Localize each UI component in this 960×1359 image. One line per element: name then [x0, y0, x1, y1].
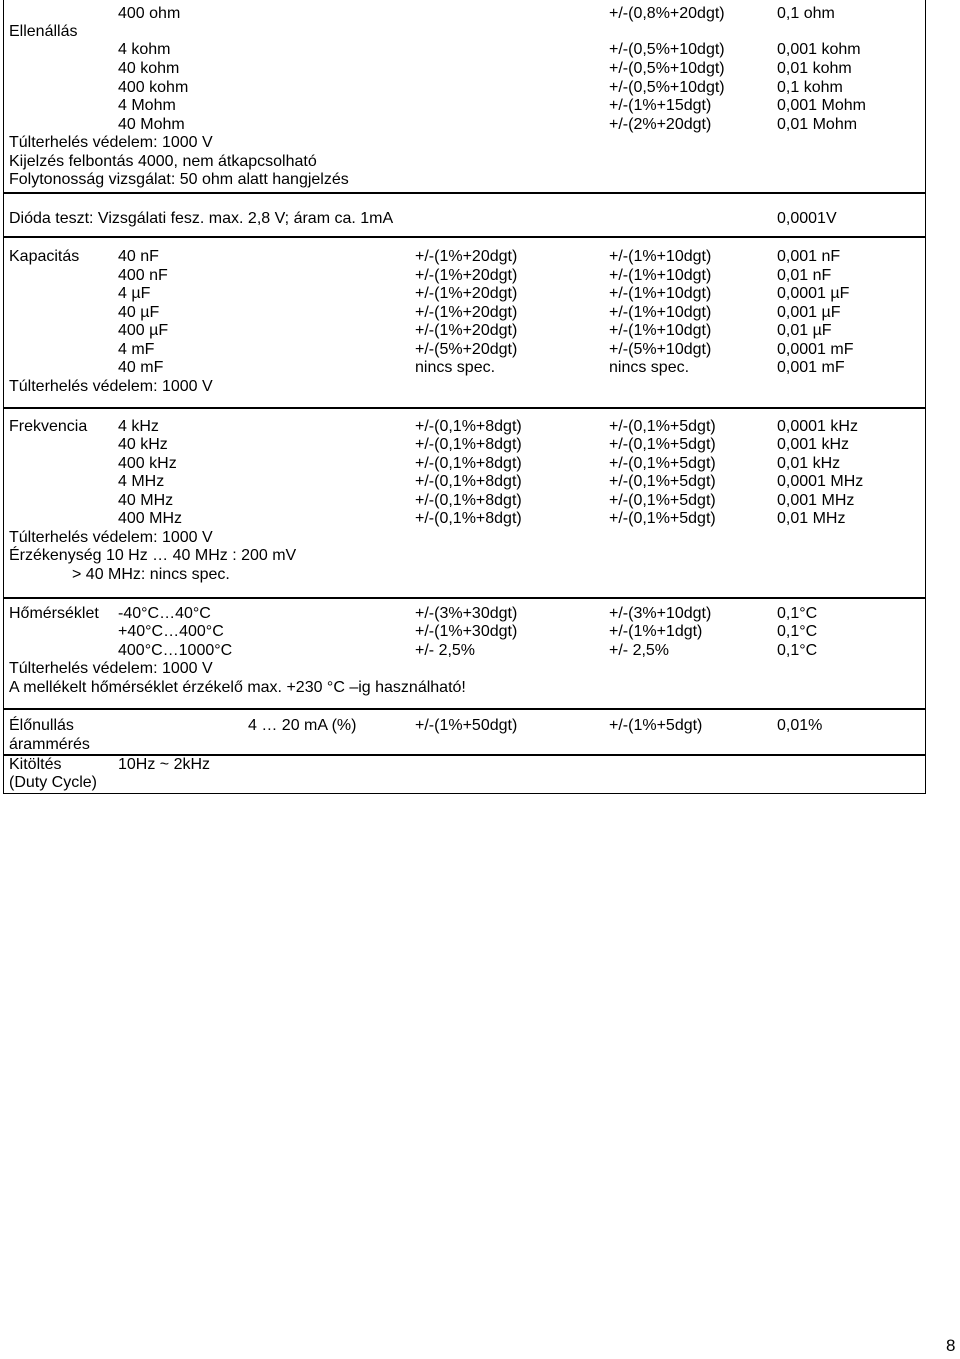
resistance-row-3-resolution: 0,1 kohm [777, 79, 843, 96]
resistance-row-1-accuracy: +/-(0,5%+10dgt) [609, 41, 725, 58]
resistance-row-5-resolution: 0,01 Mohm [777, 116, 858, 133]
capacitance-row-1-range: 400 nF [118, 267, 168, 284]
temperature-row-0-resolution: 0,1°C [777, 605, 818, 622]
resistance-spec-box [3, 0, 926, 193]
resistance-row-0-resolution: 0,1 ohm [777, 5, 835, 22]
capacitance-row-4-accuracy-a: +/-(1%+20dgt) [415, 322, 518, 339]
frequency-row-2-accuracy-b: +/-(0,1%+5dgt) [609, 455, 716, 472]
frequency-row-4-accuracy-a: +/-(0,1%+8dgt) [415, 492, 522, 509]
capacitance-row-3-resolution: 0,001 µF [777, 304, 841, 321]
duty-cycle-spec-box [3, 754, 926, 794]
frequency-row-3-resolution: 0,0001 MHz [777, 473, 864, 490]
live-zero-resolution: 0,01% [777, 717, 823, 734]
temperature-row-1-accuracy-a: +/-(1%+30dgt) [415, 623, 518, 640]
frequency-row-2-resolution: 0,01 kHz [777, 455, 841, 472]
capacitance-row-6-range: 40 mF [118, 359, 164, 376]
frequency-row-0-accuracy-a: +/-(0,1%+8dgt) [415, 418, 522, 435]
resistance-note-continuity: Folytonosság vizsgálat: 50 ohm alatt hangjelzés [9, 171, 349, 188]
capacitance-row-2-accuracy-b: +/-(1%+10dgt) [609, 285, 712, 302]
frequency-row-1-accuracy-b: +/-(0,1%+5dgt) [609, 436, 716, 453]
resistance-row-4-resolution: 0,001 Mohm [777, 97, 866, 114]
capacitance-note-overload: Túlterhelés védelem: 1000 V [9, 378, 213, 395]
capacitance-row-4-range: 400 µF [118, 322, 169, 339]
page-number: 8 [946, 1336, 956, 1355]
frequency-row-3-accuracy-a: +/-(0,1%+8dgt) [415, 473, 522, 490]
capacitance-row-3-accuracy-b: +/-(1%+10dgt) [609, 304, 712, 321]
capacitance-row-0-accuracy-a: +/-(1%+20dgt) [415, 248, 518, 265]
frequency-row-3-accuracy-b: +/-(0,1%+5dgt) [609, 473, 716, 490]
resistance-note-overload: Túlterhelés védelem: 1000 V [9, 134, 213, 151]
temperature-note-overload: Túlterhelés védelem: 1000 V [9, 660, 213, 677]
frequency-row-5-accuracy-b: +/-(0,1%+5dgt) [609, 510, 716, 527]
frequency-row-0-resolution: 0,0001 kHz [777, 418, 858, 435]
temperature-row-0-accuracy-a: +/-(3%+30dgt) [415, 605, 518, 622]
live-zero-spec-box [3, 708, 926, 756]
capacitance-row-4-resolution: 0,01 µF [777, 322, 832, 339]
resistance-row-4-range: 4 Mohm [118, 97, 176, 114]
frequency-row-4-range: 40 MHz [118, 492, 174, 509]
resistance-row-4-accuracy: +/-(1%+15dgt) [609, 97, 712, 114]
frequency-note-sensitivity: Érzékenység 10 Hz … 40 MHz : 200 mV [9, 547, 297, 564]
capacitance-row-2-accuracy-a: +/-(1%+20dgt) [415, 285, 518, 302]
capacitance-row-1-accuracy-a: +/-(1%+20dgt) [415, 267, 518, 284]
capacitance-row-1-resolution: 0,01 nF [777, 267, 832, 284]
live-zero-label-line2: árammérés [9, 736, 90, 753]
frequency-note-overload: Túlterhelés védelem: 1000 V [9, 529, 213, 546]
frequency-row-5-range: 400 MHz [118, 510, 183, 527]
frequency-row-1-range: 40 kHz [118, 436, 168, 453]
resistance-row-3-accuracy: +/-(0,5%+10dgt) [609, 79, 725, 96]
frequency-note-above-40mhz: > 40 MHz: nincs spec. [72, 566, 230, 583]
temperature-spec-box [3, 597, 926, 710]
capacitance-row-1-accuracy-b: +/-(1%+10dgt) [609, 267, 712, 284]
resistance-note-display: Kijelzés felbontás 4000, nem átkapcsolható [9, 153, 317, 170]
frequency-spec-box [3, 407, 926, 599]
live-zero-accuracy-a: +/-(1%+50dgt) [415, 717, 518, 734]
capacitance-row-5-range: 4 mF [118, 341, 155, 358]
diode-test-text: Dióda teszt: Vizsgálati fesz. max. 2,8 V; áram ca. 1mA [9, 210, 394, 227]
capacitance-row-6-accuracy-b: nincs spec. [609, 359, 690, 376]
resistance-row-1-range: 4 kohm [118, 41, 171, 58]
temperature-row-0-range: -40°C…40°C [118, 605, 211, 622]
diode-resolution: 0,0001V [777, 210, 837, 227]
capacitance-spec-box [3, 236, 926, 409]
frequency-row-2-accuracy-a: +/-(0,1%+8dgt) [415, 455, 522, 472]
temperature-label: Hőmérséklet [9, 605, 99, 622]
duty-cycle-range: 10Hz ~ 2kHz [118, 756, 211, 773]
frequency-row-1-accuracy-a: +/-(0,1%+8dgt) [415, 436, 522, 453]
capacitance-row-4-accuracy-b: +/-(1%+10dgt) [609, 322, 712, 339]
diode-spec-box [3, 193, 926, 238]
resistance-label: Ellenállás [9, 23, 78, 40]
live-zero-accuracy-b: +/-(1%+5dgt) [609, 717, 703, 734]
capacitance-row-5-resolution: 0,0001 mF [777, 341, 854, 358]
capacitance-row-2-range: 4 µF [118, 285, 151, 302]
temperature-row-2-range: 400°C…1000°C [118, 642, 233, 659]
temperature-row-0-accuracy-b: +/-(3%+10dgt) [609, 605, 712, 622]
frequency-row-5-accuracy-a: +/-(0,1%+8dgt) [415, 510, 522, 527]
frequency-row-4-resolution: 0,001 MHz [777, 492, 855, 509]
resistance-row-5-range: 40 Mohm [118, 116, 185, 133]
resistance-row-2-accuracy: +/-(0,5%+10dgt) [609, 60, 725, 77]
resistance-row-0-accuracy: +/-(0,8%+20dgt) [609, 5, 725, 22]
live-zero-label-line1: Élőnullás [9, 717, 74, 734]
temperature-row-2-resolution: 0,1°C [777, 642, 818, 659]
resistance-row-3-range: 400 kohm [118, 79, 189, 96]
capacitance-row-5-accuracy-b: +/-(5%+10dgt) [609, 341, 712, 358]
temperature-row-1-resolution: 0,1°C [777, 623, 818, 640]
frequency-row-2-range: 400 kHz [118, 455, 177, 472]
duty-cycle-label-line2: (Duty Cycle) [9, 774, 98, 791]
frequency-row-0-accuracy-b: +/-(0,1%+5dgt) [609, 418, 716, 435]
capacitance-row-0-resolution: 0,001 nF [777, 248, 841, 265]
resistance-row-2-resolution: 0,01 kohm [777, 60, 852, 77]
frequency-row-3-range: 4 MHz [118, 473, 165, 490]
resistance-row-2-range: 40 kohm [118, 60, 180, 77]
capacitance-row-5-accuracy-a: +/-(5%+20dgt) [415, 341, 518, 358]
temperature-row-2-accuracy-a: +/- 2,5% [415, 642, 476, 659]
temperature-row-1-accuracy-b: +/-(1%+1dgt) [609, 623, 703, 640]
duty-cycle-label-line1: Kitöltés [9, 756, 62, 773]
capacitance-row-2-resolution: 0,0001 µF [777, 285, 850, 302]
frequency-label: Frekvencia [9, 418, 88, 435]
capacitance-row-0-accuracy-b: +/-(1%+10dgt) [609, 248, 712, 265]
resistance-row-0-range: 400 ohm [118, 5, 181, 22]
capacitance-row-6-resolution: 0,001 mF [777, 359, 845, 376]
frequency-row-1-resolution: 0,001 kHz [777, 436, 850, 453]
temperature-note-sensor: A mellékelt hőmérséklet érzékelő max. +230 °C –ig használható! [9, 679, 466, 696]
frequency-row-5-resolution: 0,01 MHz [777, 510, 846, 527]
resistance-row-5-accuracy: +/-(2%+20dgt) [609, 116, 712, 133]
capacitance-row-0-range: 40 nF [118, 248, 159, 265]
live-zero-range: 4 … 20 mA (%) [248, 717, 357, 734]
temperature-row-1-range: +40°C…400°C [118, 623, 224, 640]
capacitance-row-6-accuracy-a: nincs spec. [415, 359, 496, 376]
temperature-row-2-accuracy-b: +/- 2,5% [609, 642, 670, 659]
capacitance-row-3-range: 40 µF [118, 304, 160, 321]
frequency-row-4-accuracy-b: +/-(0,1%+5dgt) [609, 492, 716, 509]
resistance-row-1-resolution: 0,001 kohm [777, 41, 861, 58]
frequency-row-0-range: 4 kHz [118, 418, 159, 435]
capacitance-row-3-accuracy-a: +/-(1%+20dgt) [415, 304, 518, 321]
capacitance-label: Kapacitás [9, 248, 80, 265]
